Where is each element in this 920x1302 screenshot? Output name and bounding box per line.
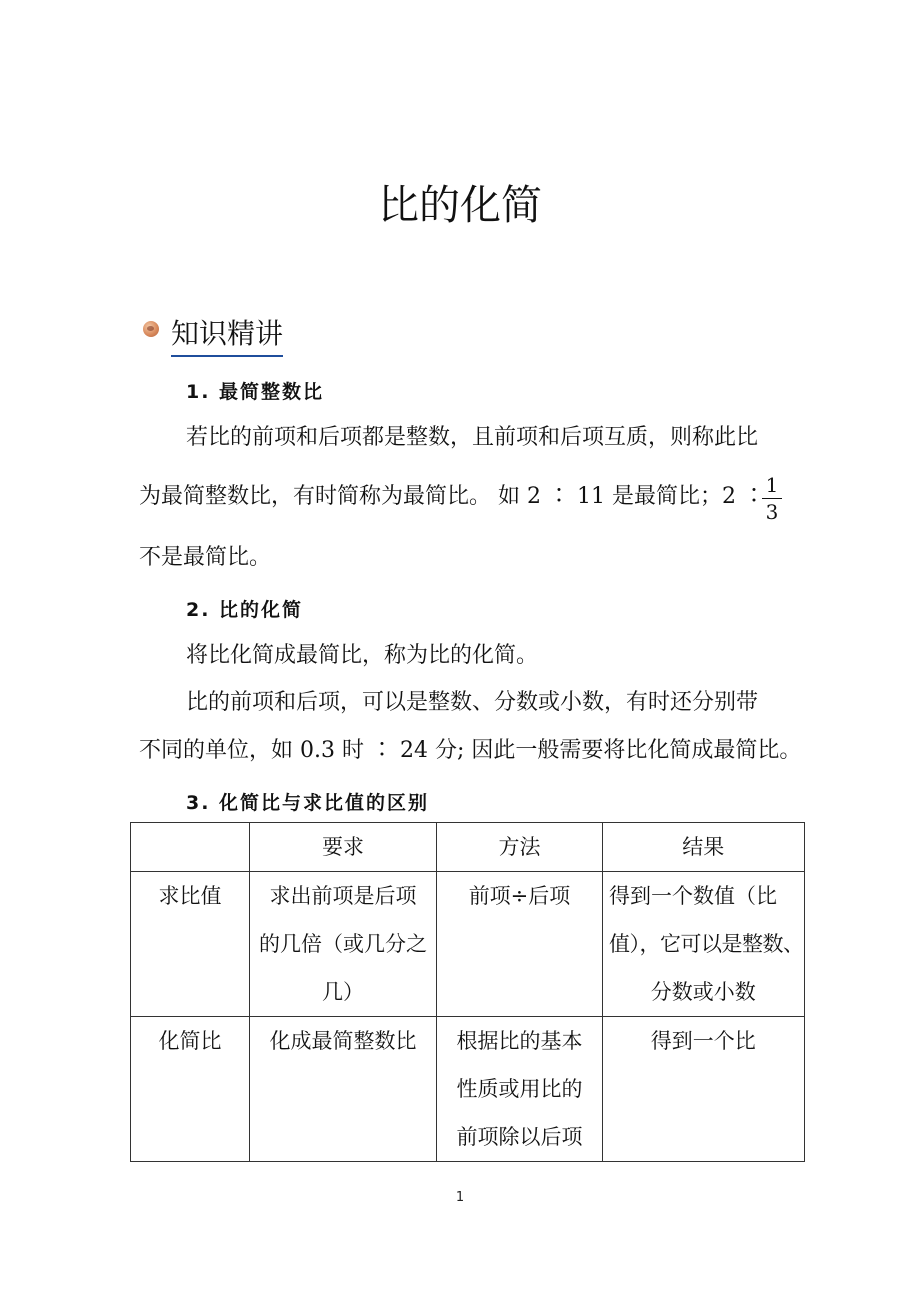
table-cell: 得到一个数值（比 值），它可以是整数、 分数或小数	[603, 872, 805, 1017]
table-cell: 化简比	[131, 1017, 250, 1162]
paragraph-line: 不是最简比。	[139, 545, 272, 570]
fraction-denominator: 3	[765, 500, 779, 524]
page-number: 1	[455, 1190, 465, 1205]
paragraph-line: 为最简整数比，有时简称为最简比。 如 2 ∶ 11 是最简比；2 ∶	[139, 484, 765, 509]
table-header-cell: 方法	[437, 823, 603, 872]
table-header-cell	[131, 823, 250, 872]
page-title: 比的化简	[378, 181, 542, 229]
table-cell: 化成最简整数比	[250, 1017, 437, 1162]
table-cell: 求出前项是后项 的几倍（或几分之 几）	[250, 872, 437, 1017]
paragraph-line: 将比化简成最简比，称为比的化简。	[186, 643, 539, 668]
bullet-icon	[143, 321, 159, 337]
table-header-cell: 结果	[603, 823, 805, 872]
comparison-table	[130, 822, 805, 1162]
table-header-row	[131, 823, 805, 872]
table-cell: 得到一个比	[603, 1017, 805, 1162]
fraction-bar	[762, 498, 782, 499]
subheading-ratio-simplify: 2. 比的化简	[186, 599, 304, 621]
fraction-numerator: 1	[765, 473, 779, 497]
table-row	[131, 1017, 805, 1162]
table-row	[131, 872, 805, 1017]
paragraph-line: 不同的单位，如 0.3 时 ∶ 24 分; 因此一般需要将比化简成最简比。	[139, 738, 802, 763]
table-cell: 根据比的基本 性质或用比的 前项除以后项	[437, 1017, 603, 1162]
fraction	[760, 474, 784, 523]
table-cell: 求比值	[131, 872, 250, 1017]
subheading-simplest-ratio: 1. 最简整数比	[186, 381, 325, 403]
table-cell: 前项÷后项	[437, 872, 603, 1017]
paragraph-line: 若比的前项和后项都是整数，且前项和后项互质，则称此比	[186, 425, 759, 450]
subheading-difference: 3. 化简比与求比值的区别	[186, 792, 430, 814]
table-header-cell: 要求	[250, 823, 437, 872]
paragraph-line: 比的前项和后项，可以是整数、分数或小数，有时还分别带	[186, 690, 759, 715]
section-label: 知识精讲	[171, 312, 283, 357]
